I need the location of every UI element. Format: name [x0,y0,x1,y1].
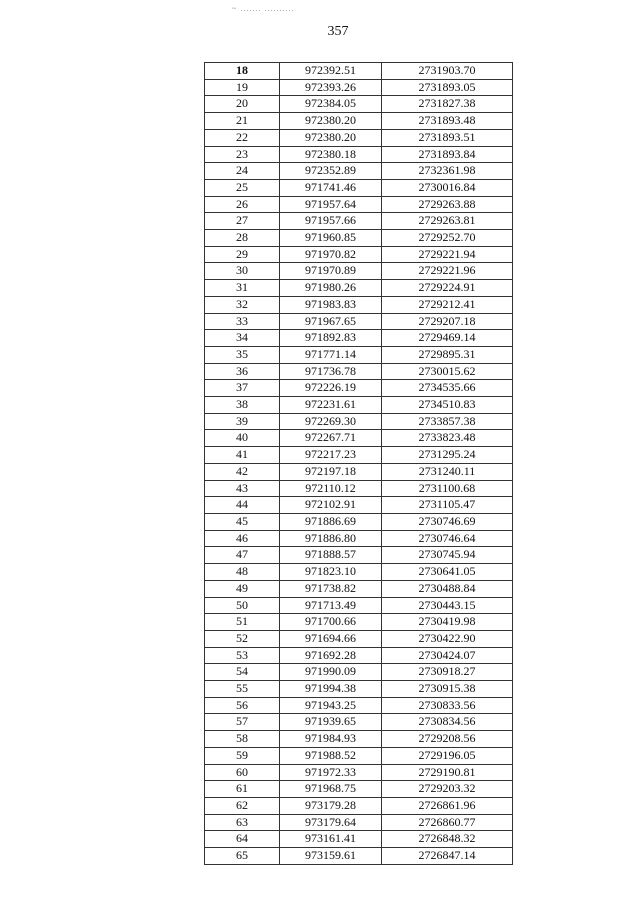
x-coordinate-cell: 971692.28 [280,647,382,664]
table-row [205,230,513,247]
point-number-cell: 62 [205,797,280,814]
table-row [205,731,513,748]
y-coordinate-cell: 2731893.05 [382,79,513,96]
y-coordinate-cell: 2729203.32 [382,781,513,798]
point-number-cell: 29 [205,246,280,263]
table-row [205,397,513,414]
point-number-cell: 22 [205,129,280,146]
table-row [205,497,513,514]
point-number-cell: 31 [205,280,280,297]
table-row [205,280,513,297]
x-coordinate-cell: 971967.65 [280,313,382,330]
table-row [205,296,513,313]
x-coordinate-cell: 972110.12 [280,480,382,497]
x-coordinate-cell: 971972.33 [280,764,382,781]
y-coordinate-cell: 2729207.18 [382,313,513,330]
x-coordinate-cell: 971700.66 [280,614,382,631]
table-row [205,196,513,213]
x-coordinate-cell: 971970.89 [280,263,382,280]
table-row [205,146,513,163]
y-coordinate-cell: 2733823.48 [382,430,513,447]
table-row [205,747,513,764]
table-row [205,447,513,464]
x-coordinate-cell: 971957.64 [280,196,382,213]
y-coordinate-cell: 2731105.47 [382,497,513,514]
x-coordinate-cell: 973161.41 [280,831,382,848]
y-coordinate-cell: 2726847.14 [382,848,513,865]
point-number-cell: 30 [205,263,280,280]
y-coordinate-cell: 2731827.38 [382,96,513,113]
table-row [205,664,513,681]
point-number-cell: 34 [205,330,280,347]
point-number-cell: 20 [205,96,280,113]
x-coordinate-cell: 971694.66 [280,630,382,647]
y-coordinate-cell: 2730746.64 [382,530,513,547]
table-row [205,814,513,831]
x-coordinate-cell: 971983.83 [280,296,382,313]
table-row [205,129,513,146]
x-coordinate-cell: 971736.78 [280,363,382,380]
table-row [205,597,513,614]
point-number-cell: 21 [205,113,280,130]
x-coordinate-cell: 971738.82 [280,580,382,597]
y-coordinate-cell: 2731295.24 [382,447,513,464]
point-number-cell: 40 [205,430,280,447]
table-row [205,547,513,564]
y-coordinate-cell: 2729212.41 [382,296,513,313]
x-coordinate-cell: 971713.49 [280,597,382,614]
point-number-cell: 35 [205,346,280,363]
x-coordinate-cell: 972380.20 [280,113,382,130]
table-row [205,380,513,397]
point-number-cell: 65 [205,848,280,865]
x-coordinate-cell: 973179.64 [280,814,382,831]
point-number-cell: 24 [205,163,280,180]
x-coordinate-cell: 971994.38 [280,681,382,698]
x-coordinate-cell: 972267.71 [280,430,382,447]
x-coordinate-cell: 971970.82 [280,246,382,263]
y-coordinate-cell: 2732361.98 [382,163,513,180]
table-row [205,346,513,363]
table-row [205,96,513,113]
x-coordinate-cell: 971990.09 [280,664,382,681]
x-coordinate-cell: 971892.83 [280,330,382,347]
table-row [205,831,513,848]
x-coordinate-cell: 971886.69 [280,513,382,530]
y-coordinate-cell: 2730641.05 [382,564,513,581]
point-number-cell: 43 [205,480,280,497]
y-coordinate-cell: 2730746.69 [382,513,513,530]
x-coordinate-cell: 971960.85 [280,230,382,247]
x-coordinate-cell: 972197.18 [280,463,382,480]
point-number-cell: 28 [205,230,280,247]
x-coordinate-cell: 972226.19 [280,380,382,397]
point-number-cell: 64 [205,831,280,848]
point-number-cell: 58 [205,731,280,748]
x-coordinate-cell: 971771.14 [280,346,382,363]
table-row [205,213,513,230]
y-coordinate-cell: 2730443.15 [382,597,513,614]
y-coordinate-cell: 2731903.70 [382,63,513,80]
point-number-cell: 59 [205,747,280,764]
y-coordinate-cell: 2726861.96 [382,797,513,814]
y-coordinate-cell: 2731240.11 [382,463,513,480]
point-number-cell: 27 [205,213,280,230]
handwritten-annotation: ~ ....... .......... [232,4,295,13]
x-coordinate-cell: 971957.66 [280,213,382,230]
point-number-cell: 25 [205,179,280,196]
y-coordinate-cell: 2726860.77 [382,814,513,831]
y-coordinate-cell: 2729208.56 [382,731,513,748]
y-coordinate-cell: 2730834.56 [382,714,513,731]
y-coordinate-cell: 2729224.91 [382,280,513,297]
point-number-cell: 49 [205,580,280,597]
table-row [205,179,513,196]
x-coordinate-cell: 971988.52 [280,747,382,764]
y-coordinate-cell: 2729221.94 [382,246,513,263]
y-coordinate-cell: 2730424.07 [382,647,513,664]
table-row [205,530,513,547]
x-coordinate-cell: 972217.23 [280,447,382,464]
y-coordinate-cell: 2731893.51 [382,129,513,146]
y-coordinate-cell: 2729221.96 [382,263,513,280]
point-number-cell: 63 [205,814,280,831]
table-row [205,363,513,380]
table-row [205,697,513,714]
table-row [205,463,513,480]
y-coordinate-cell: 2729252.70 [382,230,513,247]
y-coordinate-cell: 2734535.66 [382,380,513,397]
x-coordinate-cell: 972352.89 [280,163,382,180]
y-coordinate-cell: 2730745.94 [382,547,513,564]
y-coordinate-cell: 2731893.48 [382,113,513,130]
table-row [205,63,513,80]
y-coordinate-cell: 2729263.88 [382,196,513,213]
y-coordinate-cell: 2730918.27 [382,664,513,681]
table-row [205,413,513,430]
table-row [205,764,513,781]
y-coordinate-cell: 2729190.81 [382,764,513,781]
table-row [205,714,513,731]
point-number-cell: 50 [205,597,280,614]
y-coordinate-cell: 2729196.05 [382,747,513,764]
point-number-cell: 36 [205,363,280,380]
table-row [205,246,513,263]
x-coordinate-cell: 972231.61 [280,397,382,414]
coordinates-table-body [205,63,513,865]
point-number-cell: 33 [205,313,280,330]
point-number-cell: 23 [205,146,280,163]
table-row [205,848,513,865]
table-row [205,681,513,698]
point-number-cell: 56 [205,697,280,714]
y-coordinate-cell: 2730915.38 [382,681,513,698]
y-coordinate-cell: 2730422.90 [382,630,513,647]
x-coordinate-cell: 971943.25 [280,697,382,714]
point-number-cell: 61 [205,781,280,798]
x-coordinate-cell: 973179.28 [280,797,382,814]
x-coordinate-cell: 972380.18 [280,146,382,163]
y-coordinate-cell: 2733857.38 [382,413,513,430]
x-coordinate-cell: 972102.91 [280,497,382,514]
table-row [205,330,513,347]
point-number-cell: 18 [205,63,280,80]
y-coordinate-cell: 2731893.84 [382,146,513,163]
point-number-cell: 60 [205,764,280,781]
point-number-cell: 55 [205,681,280,698]
x-coordinate-cell: 972392.51 [280,63,382,80]
x-coordinate-cell: 973159.61 [280,848,382,865]
page-number: 357 [327,24,349,39]
x-coordinate-cell: 972380.20 [280,129,382,146]
table-row [205,797,513,814]
point-number-cell: 46 [205,530,280,547]
point-number-cell: 38 [205,397,280,414]
point-number-cell: 42 [205,463,280,480]
point-number-cell: 51 [205,614,280,631]
point-number-cell: 41 [205,447,280,464]
table-row [205,79,513,96]
coordinates-table [204,62,513,865]
y-coordinate-cell: 2729895.31 [382,346,513,363]
point-number-cell: 32 [205,296,280,313]
x-coordinate-cell: 971823.10 [280,564,382,581]
x-coordinate-cell: 972384.05 [280,96,382,113]
table-row [205,480,513,497]
x-coordinate-cell: 971980.26 [280,280,382,297]
y-coordinate-cell: 2731100.68 [382,480,513,497]
table-row [205,647,513,664]
point-number-cell: 47 [205,547,280,564]
x-coordinate-cell: 971741.46 [280,179,382,196]
x-coordinate-cell: 972269.30 [280,413,382,430]
table-row [205,113,513,130]
y-coordinate-cell: 2730833.56 [382,697,513,714]
y-coordinate-cell: 2730015.62 [382,363,513,380]
point-number-cell: 26 [205,196,280,213]
x-coordinate-cell: 971968.75 [280,781,382,798]
y-coordinate-cell: 2729263.81 [382,213,513,230]
y-coordinate-cell: 2730488.84 [382,580,513,597]
point-number-cell: 19 [205,79,280,96]
table-row [205,781,513,798]
point-number-cell: 54 [205,664,280,681]
point-number-cell: 37 [205,380,280,397]
table-row [205,630,513,647]
y-coordinate-cell: 2730419.98 [382,614,513,631]
table-row [205,313,513,330]
table-row [205,263,513,280]
y-coordinate-cell: 2734510.83 [382,397,513,414]
y-coordinate-cell: 2729469.14 [382,330,513,347]
y-coordinate-cell: 2726848.32 [382,831,513,848]
x-coordinate-cell: 971939.65 [280,714,382,731]
point-number-cell: 53 [205,647,280,664]
x-coordinate-cell: 972393.26 [280,79,382,96]
table-row [205,564,513,581]
point-number-cell: 39 [205,413,280,430]
table-row [205,580,513,597]
y-coordinate-cell: 2730016.84 [382,179,513,196]
point-number-cell: 52 [205,630,280,647]
x-coordinate-cell: 971886.80 [280,530,382,547]
table-row [205,513,513,530]
point-number-cell: 44 [205,497,280,514]
table-row [205,614,513,631]
table-row [205,430,513,447]
x-coordinate-cell: 971888.57 [280,547,382,564]
point-number-cell: 57 [205,714,280,731]
x-coordinate-cell: 971984.93 [280,731,382,748]
table-row [205,163,513,180]
point-number-cell: 45 [205,513,280,530]
point-number-cell: 48 [205,564,280,581]
